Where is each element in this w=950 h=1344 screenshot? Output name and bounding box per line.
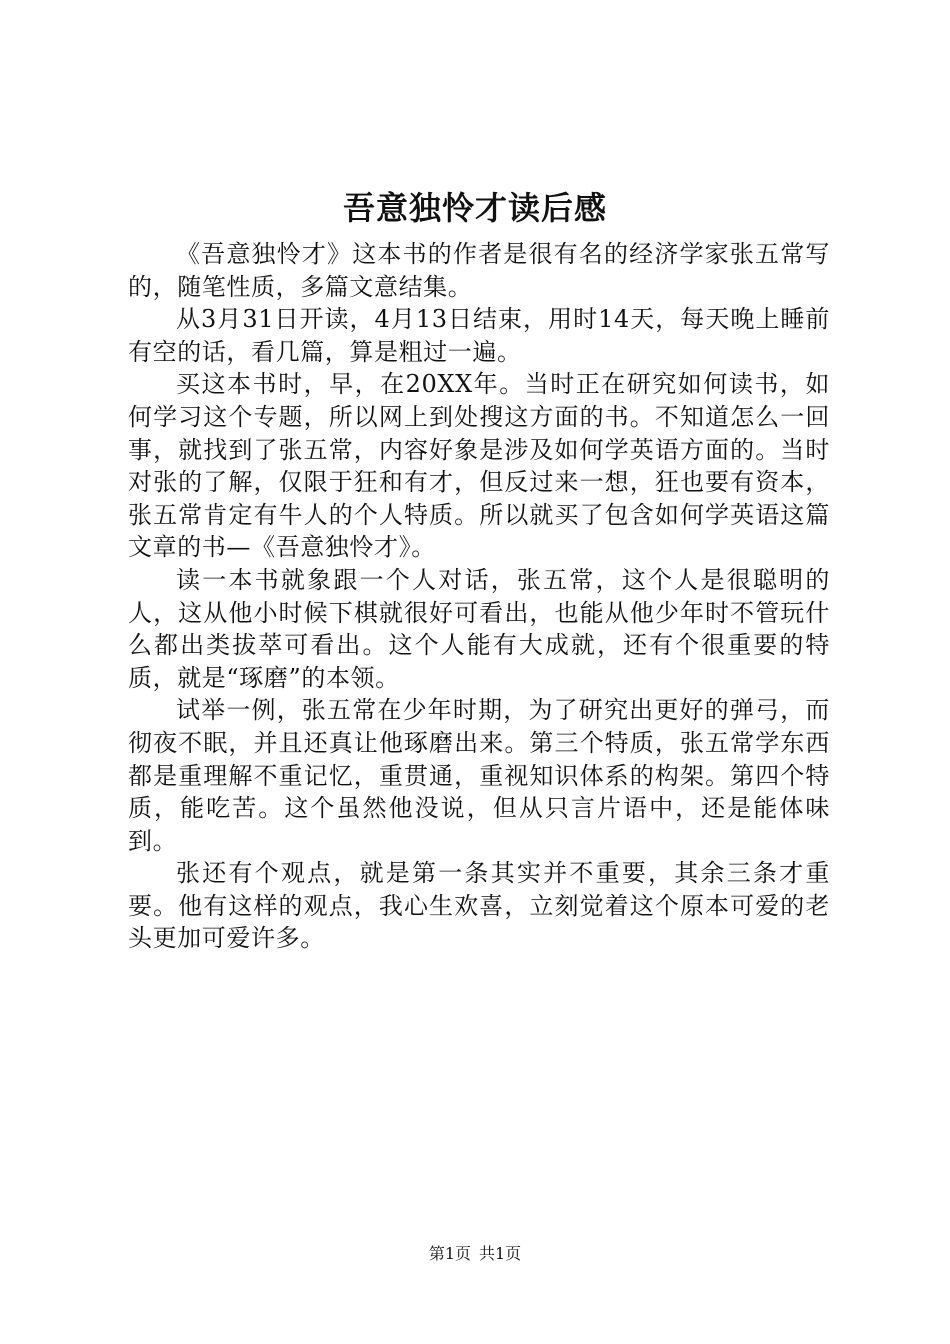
paragraph: 读一本书就象跟一个人对话，张五常，这个人是很聪明的人，这从他小时候下棋就很好可看出，也能从他少年时不管玩什么都出类拔萃可看出。这个人能有大成就，还有个很重要的特质，就是“琢磨”的本领。	[128, 565, 830, 692]
paragraph: 试举一例，张五常在少年时期，为了研究出更好的弹弓，而彻夜不眠，并且还真让他琢磨出来。第三个特质，张五常学东西都是重理解不重记忆，重贯通，重视知识体系的构架。第四个特质，能吃苦。这个虽然他没说，但从只言片语中，还是能体味到。	[128, 696, 830, 855]
paragraph: 《吾意独怜才》这本书的作者是很有名的经济学家张五常写的，随笔性质，多篇文意结集。	[128, 240, 830, 301]
paragraph: 从3月31日开读，4月13日结束，用时14天，每天晚上睡前有空的话，看几篇，算是粗过一遍。	[128, 305, 830, 366]
paragraph: 张还有个观点，就是第一条其实并不重要，其余三条才重要。他有这样的观点，我心生欢喜，立刻觉着这个原本可爱的老头更加可爱许多。	[128, 859, 830, 953]
paragraph: 买这本书时，早，在20XX年。当时正在研究如何读书，如何学习这个专题，所以网上到处搜这方面的书。不知道怎么一回事，就找到了张五常，内容好象是涉及如何学英语方面的。当时对张的了解，仅限于狂和有才，但反过来一想，狂也要有资本，张五常肯定有牛人的个人特质。所以就买了包含如何学英语这篇文章的书—《吾意独怜才》。	[128, 370, 830, 562]
document-body	[128, 238, 830, 955]
document-title: 吾意独怜才读后感	[342, 189, 607, 227]
page-total: 共1页	[479, 1244, 522, 1263]
page-footer	[0, 1243, 950, 1265]
page-number: 第1页	[428, 1244, 471, 1263]
